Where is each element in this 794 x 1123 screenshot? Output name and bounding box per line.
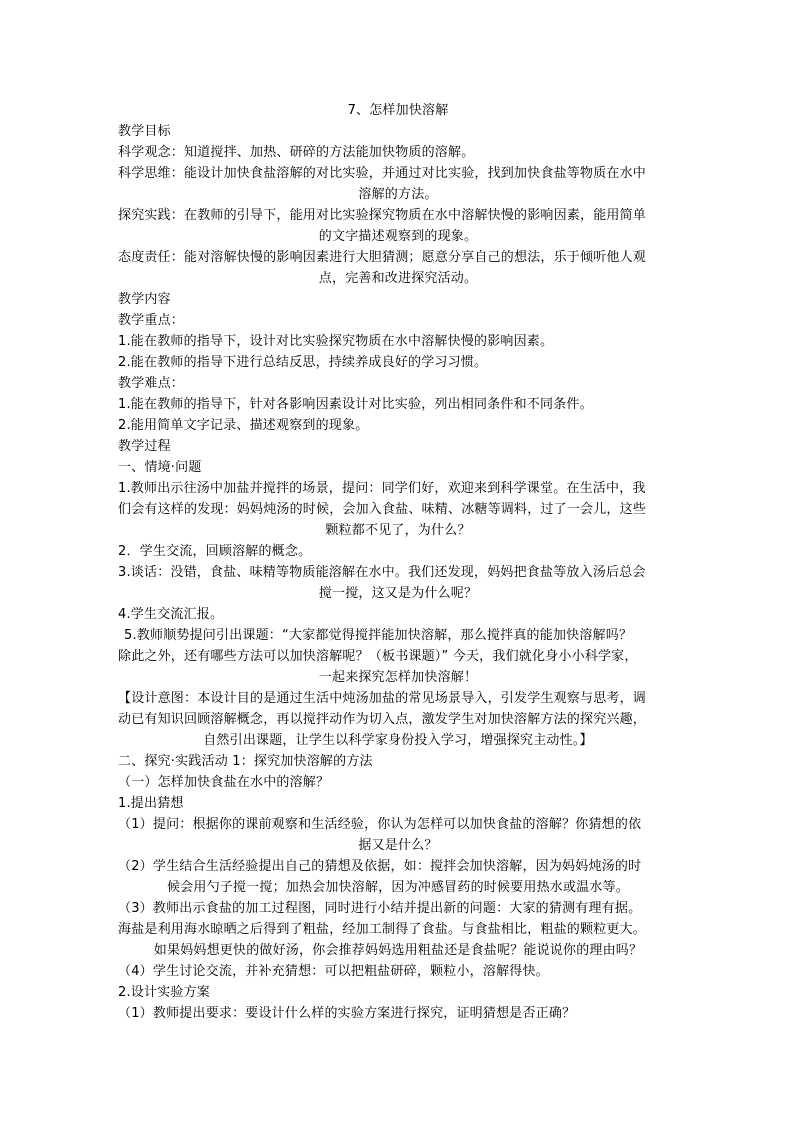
document-page xyxy=(118,100,678,1024)
step1-item: （2）学生结合生活经验提出自己的猜想及依据，如：搅拌会加快溶解，因为妈妈炖汤的时 候会用勺子搅一搅；加热会加快溶解，因为冲感冒药的时候要用热水或温水等。 xyxy=(118,859,642,895)
design-intent: 【设计意图：本设计目的是通过生活中炖汤加盐的常见场景导入，引发学生观察与思考，调 动已有知识回顾溶解概念，再以搅拌动作为切入点，激发学生对加快溶解方法的探究兴趣， 自然引出课题，让学生以科学家身份投入学习，增强探究主动性。】 xyxy=(118,691,647,748)
step2-item: （1）教师提出要求：要设计什么样的实验方案进行探究，证明猜想是否正确？ xyxy=(118,1006,576,1021)
section-heading-process: 教学过程 xyxy=(118,439,171,454)
goal-line: 科学思维：能设计加快食盐溶解的对比实验，并通过对比实验，找到加快食盐等物质在水中 溶解的方法。 xyxy=(118,166,647,202)
difficult-label: 教学难点： xyxy=(118,376,185,391)
key-point: 1.能在教师的指导下，设计对比实验探究物质在水中溶解快慢的影响因素。 xyxy=(118,334,554,349)
part1-title: 一、情境·问题 xyxy=(118,460,202,475)
step1-title: 1.提出猜想 xyxy=(118,796,184,811)
difficult-point: 1.能在教师的指导下，针对各影响因素设计对比实验，列出相同条件和不同条件。 xyxy=(118,397,593,412)
goal-line: 探究实践：在教师的引导下，能用对比实验探究物质在水中溶解快慢的影响因素，能用简单 的文字描述观察到的现象。 xyxy=(118,208,647,244)
step1-item: （4）学生讨论交流，并补充猜想：可以把粗盐研碎，颗粒小，溶解得快。 xyxy=(118,964,549,979)
document-title: 7、怎样加快溶解 xyxy=(347,103,449,118)
section-heading-content: 教学内容 xyxy=(118,292,171,307)
key-point: 2.能在教师的指导下进行总结反思，持续养成良好的学习习惯。 xyxy=(118,355,488,370)
part1-item: 1.教师出示往汤中加盐并搅拌的场景，提问：同学们好，欢迎来到科学课堂。在生活中，我 们会有这样的发现：妈妈炖汤的时候，会加入食盐、味精、冰糖等调料，过了一会儿，这些 颗粒都不见了，为什么？ xyxy=(118,481,647,538)
difficult-point: 2.能用简单文字记录、描述观察到的现象。 xyxy=(118,418,369,433)
step1-item: （3）教师出示食盐的加工过程图，同时进行小结并提出新的问题：大家的猜测有理有据。 海盐是利用海水晾晒之后得到了粗盐，经加工制得了食盐。与食盐相比，粗盐的颗粒更大。 如果妈妈想更快的做好汤，你会推荐妈妈选用粗盐还是食盐呢？能说说你的理由吗？ xyxy=(118,901,647,958)
part1-item: 3.谈话：没错，食盐、味精等物质能溶解在水中。我们还发现，妈妈把食盐等放入汤后总会 搅一搅，这又是为什么呢？ xyxy=(118,565,646,601)
part1-item: 2．学生交流，回顾溶解的概念。 xyxy=(118,544,312,559)
part1-item: 5.教师顺势提问引出课题：“大家都觉得搅拌能加快溶解，那么搅拌真的能加快溶解吗？ 除此之外，还有哪些方法可以加快溶解呢？（板书课题）” 今天，我们就化身小小科学家， 一起来探究怎样加快溶解！ xyxy=(118,628,638,685)
goal-line: 科学观念：知道搅拌、加热、研碎的方法能加快物质的溶解。 xyxy=(118,145,475,160)
part2-subtitle: （一）怎样加快食盐在水中的溶解？ xyxy=(118,775,330,790)
step2-title: 2.设计实验方案 xyxy=(118,985,211,1000)
step1-item: （1）提问：根据你的课前观察和生活经验，你认为怎样可以加快食盐的溶解？你猜想的依 据又是什么？ xyxy=(118,817,642,853)
section-heading-goals: 教学目标 xyxy=(118,124,171,139)
part2-title: 二、探究·实践活动 1：探究加快溶解的方法 xyxy=(118,754,373,769)
part1-item: 4.学生交流汇报。 xyxy=(118,607,224,622)
goal-line: 态度责任：能对溶解快慢的影响因素进行大胆猜测；愿意分享自己的想法，乐于倾听他人观 点，完善和改进探究活动。 xyxy=(118,250,647,286)
key-points-label: 教学重点： xyxy=(118,313,185,328)
